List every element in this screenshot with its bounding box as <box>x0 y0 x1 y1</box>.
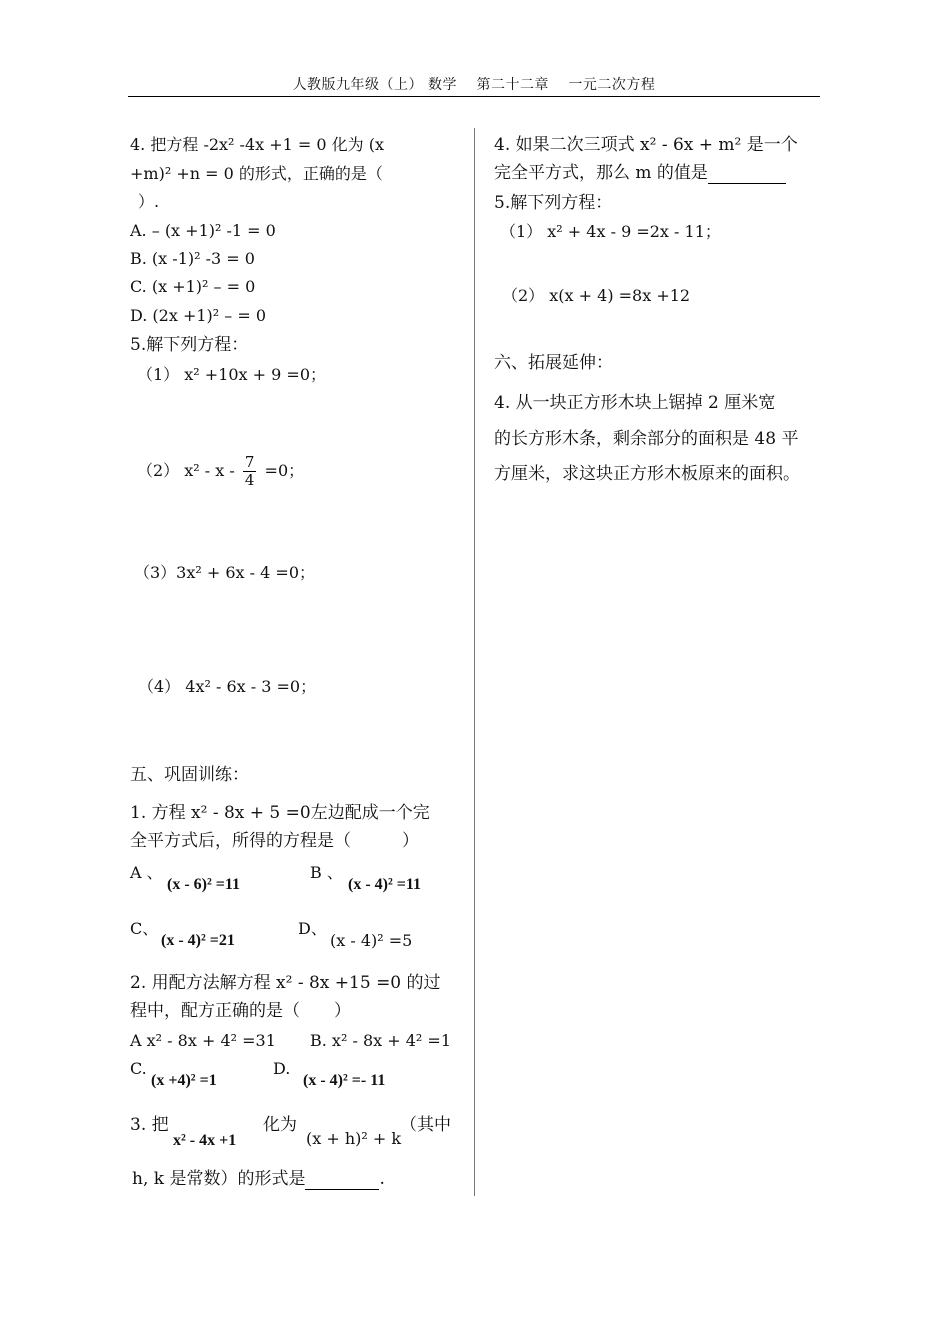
r-q5-eq1: （1） x² + 4x - 9 =2x - 11； <box>500 222 721 241</box>
s5-q1-line1: 1. 方程 x² - 8x + 5 =0左边配成一个完 <box>130 803 430 823</box>
q4-option-b: B. (x -1)² -3 = 0 <box>130 249 255 268</box>
q4-option-d: D. (2x +1)² – = 0 <box>130 306 267 325</box>
section5-title: 五、巩固训练： <box>130 765 249 785</box>
s5-q3-line2-text: h, k 是常数）的形式是 <box>132 1169 306 1189</box>
s5-q1-c: (x - 4)² =21 <box>161 932 235 949</box>
s5-q2-b: B. x² - 8x + 4² =1 <box>310 1031 451 1050</box>
s5-q2-c-label: C. <box>130 1059 147 1078</box>
r-q4-line1: 4. 如果二次三项式 x² - 6x + m² 是一个 <box>494 135 798 155</box>
s5-q1-c-label: C、 <box>130 919 159 938</box>
q5-eq4: （4） 4x² - 6x - 3 =0； <box>138 677 317 696</box>
s5-q3-prefix: 3. 把 <box>130 1115 169 1135</box>
q4-line3: ）. <box>138 192 160 211</box>
q5-eq3: （3）3x² + 6x - 4 =0； <box>134 563 316 582</box>
s5-q3-end: . <box>379 1169 385 1189</box>
q4-line2: +m)² +n = 0 的形式，正确的是（ <box>130 164 383 183</box>
q4-option-a: A. – (x +1)² -1 = 0 <box>130 221 276 240</box>
s5-q3-expr: x² - 4x +1 <box>173 1132 237 1149</box>
q5-eq2-prefix: （2） x² - x - <box>137 461 235 480</box>
s5-q2-c: (x +4)² =1 <box>151 1072 217 1089</box>
answer-blank[interactable] <box>305 1173 379 1190</box>
q4-option-c: C. (x +1)² – = 0 <box>130 277 256 296</box>
r-p-line3: 方厘米，求这块正方形木板原来的面积。 <box>494 464 800 484</box>
r-q4-line2 <box>494 162 786 184</box>
s5-q3-form: (x + h)² + k <box>306 1129 402 1148</box>
r-p-line1: 4. 从一块正方形木块上锯掉 2 厘米宽 <box>494 393 776 413</box>
q5-title: 5.解下列方程： <box>130 335 249 355</box>
s5-q2-d: (x - 4)² =- 11 <box>303 1072 386 1089</box>
fraction <box>243 454 257 489</box>
s5-q3-mid: 化为 <box>263 1115 297 1135</box>
s5-q2-a: A x² - 8x + 4² =31 <box>130 1031 276 1050</box>
s5-q3-line2 <box>132 1168 385 1190</box>
s5-q1-a-label: A 、 <box>130 863 163 882</box>
r-q5-eq2: （2） x(x + 4) =8x +12 <box>502 286 691 305</box>
r-q5-title: 5.解下列方程： <box>494 193 613 213</box>
s5-q2-line1: 2. 用配方法解方程 x² - 8x +15 =0 的过 <box>130 973 441 993</box>
r-q4-line2-text: 完全平方式，那么 m 的值是 <box>494 163 708 183</box>
s5-q2-d-label: D. <box>273 1059 291 1078</box>
s5-q1-d-label: D、 <box>298 919 327 938</box>
q5-eq1: （1） x² +10x + 9 =0； <box>137 365 327 384</box>
answer-blank[interactable] <box>708 167 786 184</box>
s5-q1-b: (x - 4)² =11 <box>348 876 422 893</box>
page-header: 人教版九年级（上） 数学 第二十二章 一元二次方程 <box>128 74 820 97</box>
s5-q1-d: (x - 4)² =5 <box>330 931 413 950</box>
s5-q1-b-label: B 、 <box>310 863 343 882</box>
s5-q1-a: (x - 6)² =11 <box>167 876 241 893</box>
section6-title: 六、拓展延伸： <box>494 353 613 373</box>
q5-eq2 <box>137 446 304 496</box>
s5-q1-line2: 全平方式后，所得的方程是（ ） <box>130 831 419 851</box>
s5-q3-suffix: （其中 <box>400 1115 451 1135</box>
s5-q2-line2: 程中，配方正确的是（ ） <box>130 1001 351 1021</box>
fraction-numerator: 7 <box>244 453 255 471</box>
q5-eq2-suffix: =0； <box>264 461 305 480</box>
q4-line1: 4. 把方程 -2x² -4x +1 = 0 化为 (x <box>130 135 385 154</box>
column-divider <box>474 128 475 1196</box>
fraction-denominator: 4 <box>244 471 255 489</box>
r-p-line2: 的长方形木条，剩余部分的面积是 48 平 <box>494 429 799 449</box>
